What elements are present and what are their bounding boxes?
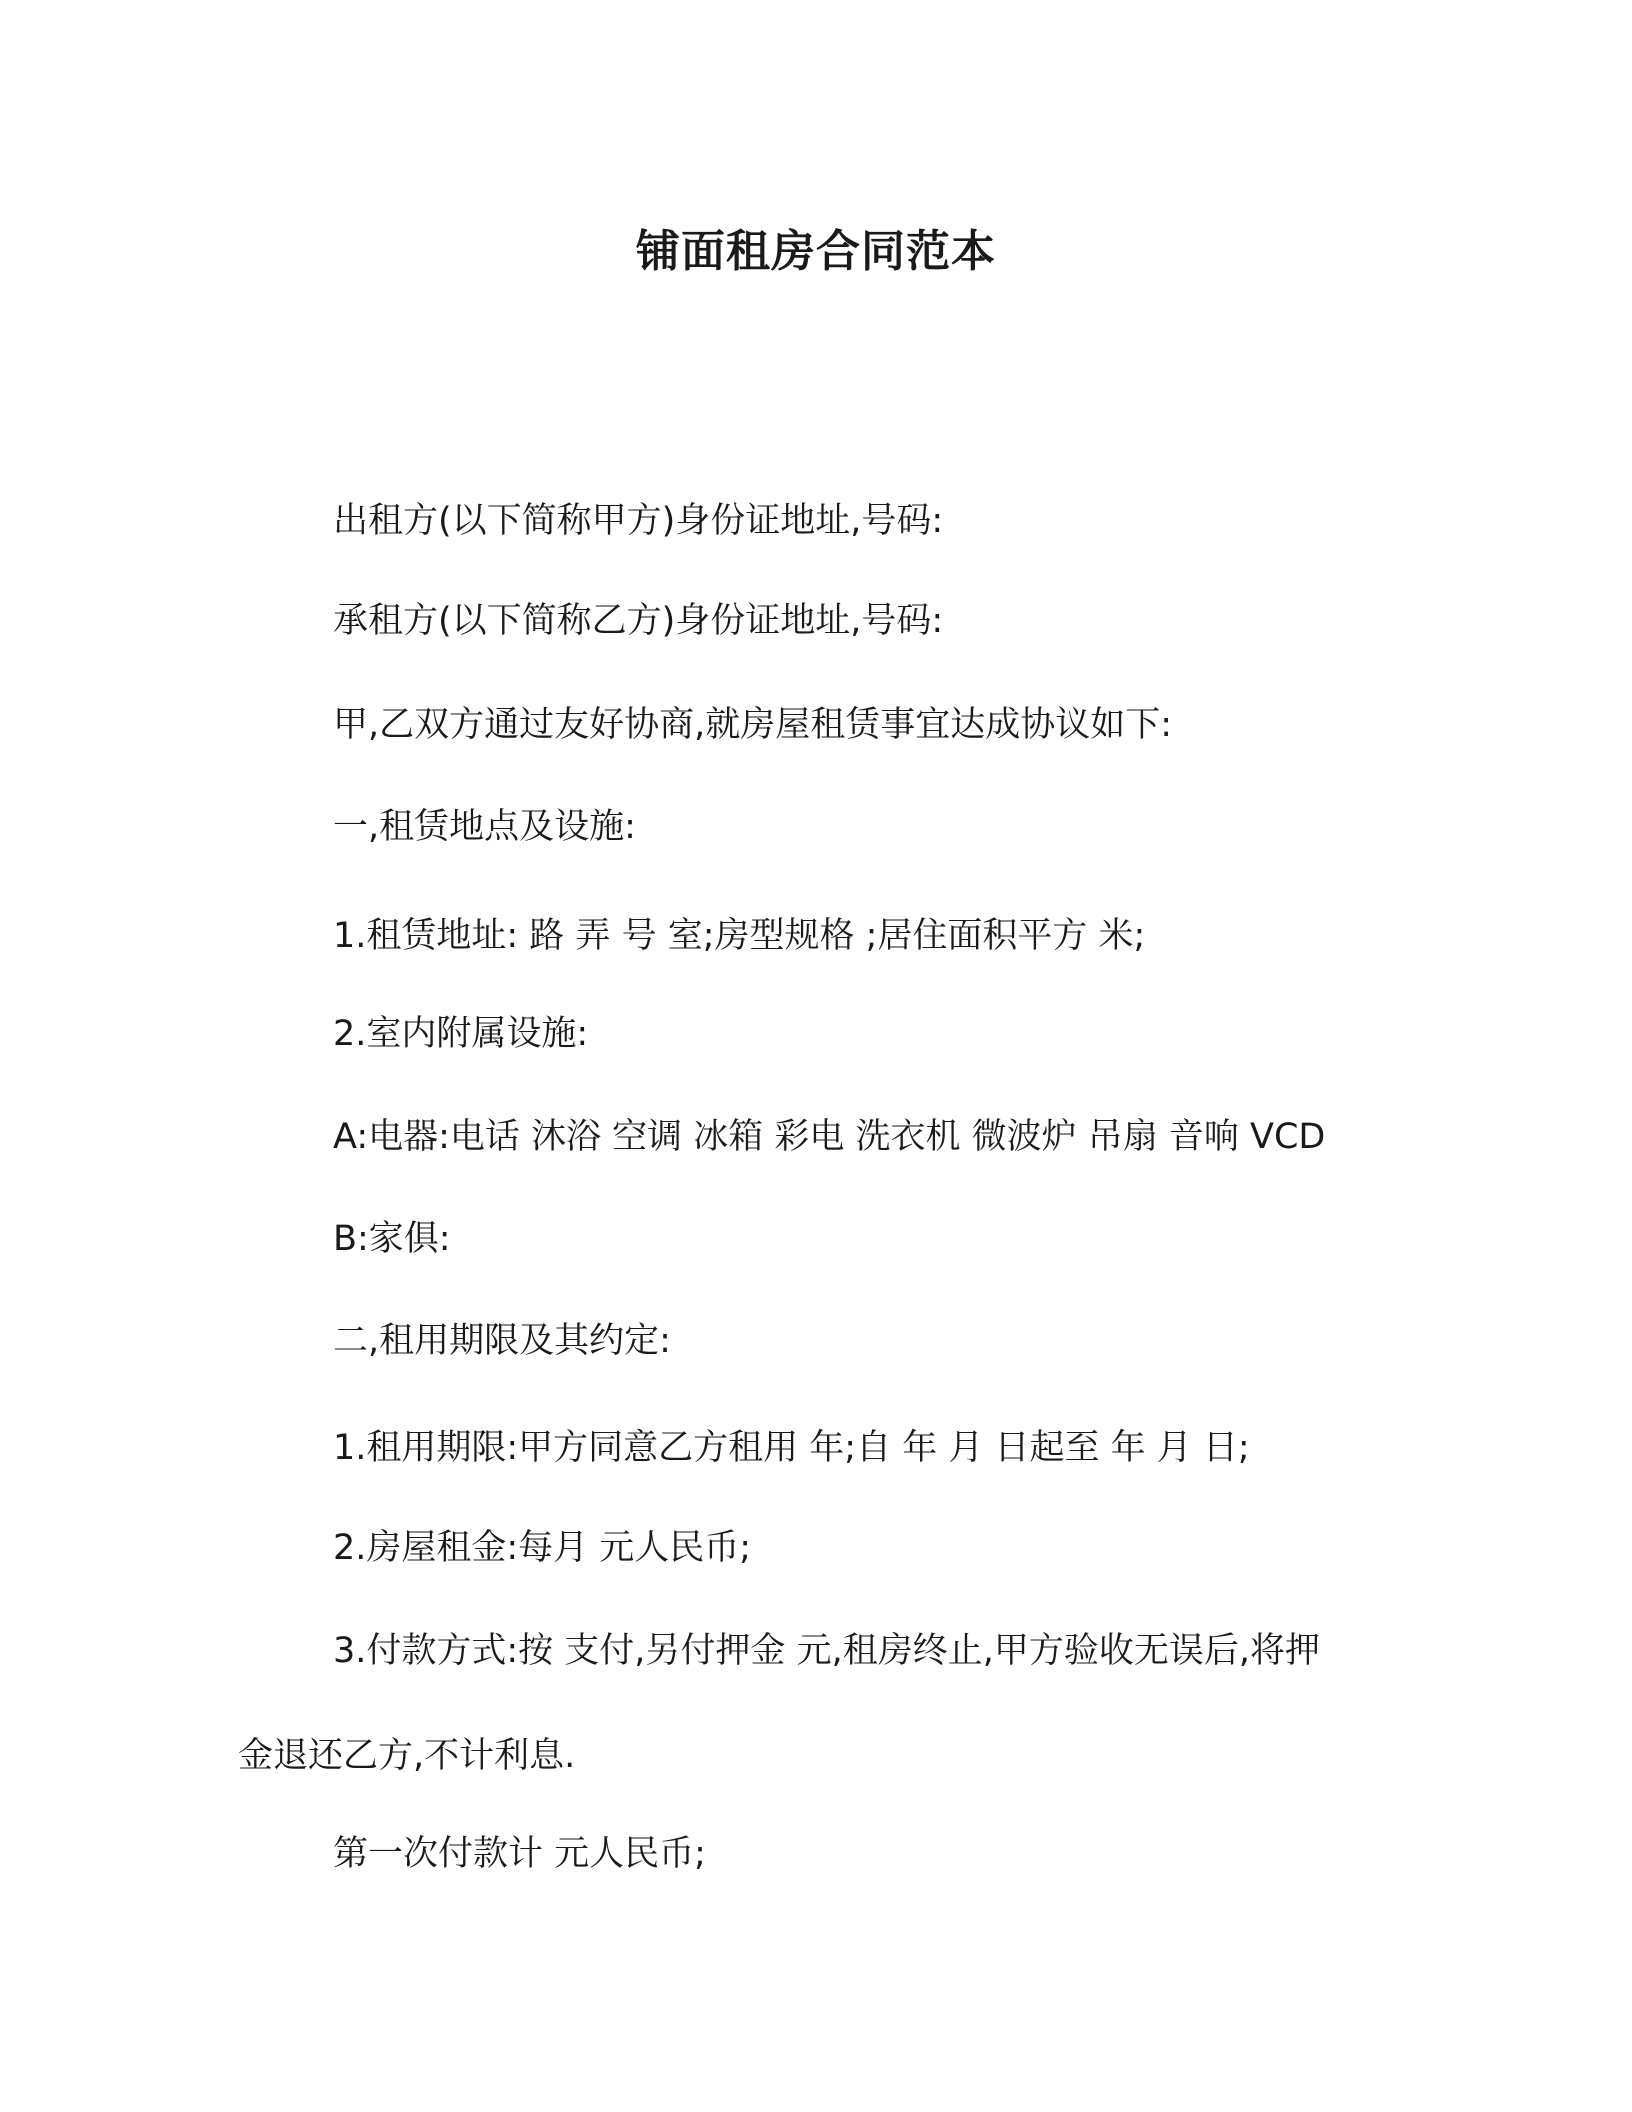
document-title: 铺面租房合同范本 bbox=[636, 226, 996, 277]
clause-rent: 2.房屋租金:每月 元人民币; bbox=[333, 1528, 752, 1568]
clause-furniture: B:家俱: bbox=[333, 1219, 451, 1259]
clause-lessor: 出租方(以下简称甲方)身份证地址,号码: bbox=[333, 501, 944, 541]
clause-payment-method-line1: 3.付款方式:按 支付,另付押金 元,租房终止,甲方验收无误后,将押 bbox=[333, 1631, 1320, 1671]
clause-lessee: 承租方(以下简称乙方)身份证地址,号码: bbox=[333, 601, 944, 641]
clause-agreement-intro: 甲,乙双方通过友好协商,就房屋租赁事宜达成协议如下: bbox=[333, 705, 1173, 745]
section-heading-location: 一,租赁地点及设施: bbox=[333, 807, 636, 847]
clause-indoor-facilities: 2.室内附属设施: bbox=[333, 1014, 589, 1054]
clause-rental-address: 1.租赁地址: 路 弄 号 室;房型规格 ;居住面积平方 米; bbox=[333, 916, 1146, 956]
clause-appliances: A:电器:电话 沐浴 空调 冰箱 彩电 洗衣机 微波炉 吊扇 音响 VCD bbox=[333, 1117, 1326, 1157]
clause-lease-term: 1.租用期限:甲方同意乙方租用 年;自 年 月 日起至 年 月 日; bbox=[333, 1428, 1250, 1468]
section-heading-term: 二,租用期限及其约定: bbox=[333, 1321, 671, 1361]
clause-payment-method bbox=[238, 1627, 1368, 1780]
clause-first-payment: 第一次付款计 元人民币; bbox=[333, 1834, 706, 1874]
clause-payment-method-line2: 金退还乙方,不计利息. bbox=[238, 1736, 576, 1776]
